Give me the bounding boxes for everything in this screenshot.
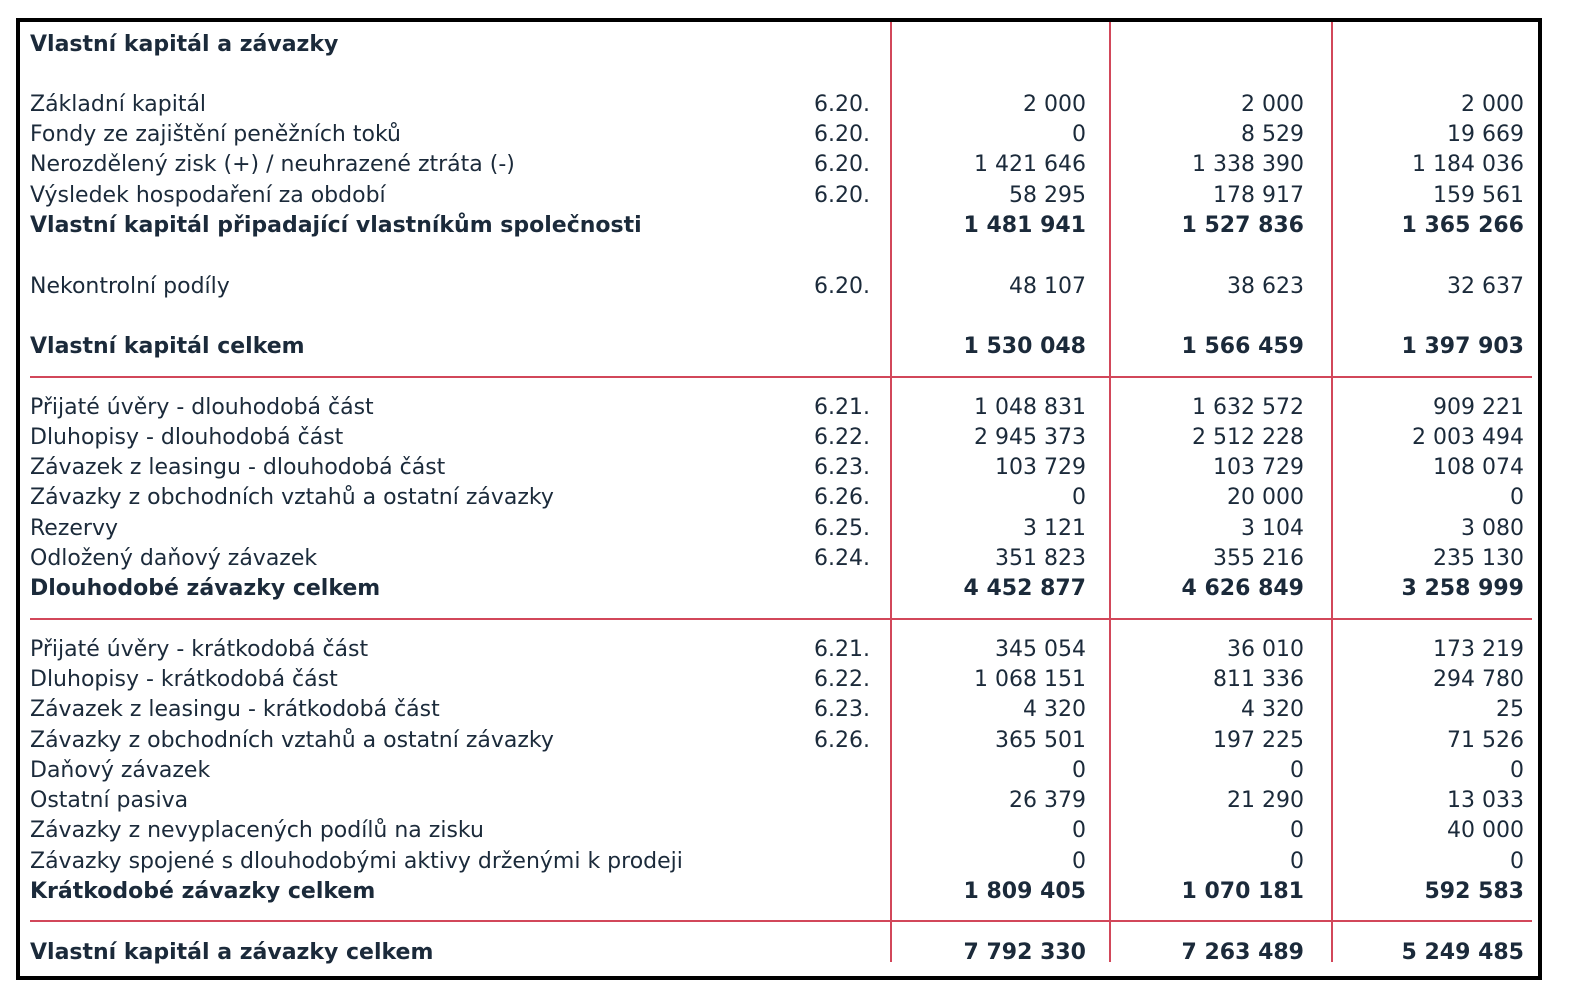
row-note-ref: 6.20.: [814, 274, 870, 299]
row-value-col2: 0: [1290, 818, 1304, 843]
table-row: [20, 120, 1538, 150]
row-value-col2: 1 632 572: [1192, 395, 1304, 420]
row-label: Rezervy: [30, 516, 118, 541]
row-value-col3: 13 033: [1447, 788, 1524, 813]
row-value-col2: 1 566 459: [1181, 334, 1304, 359]
row-value-col2: 197 225: [1213, 728, 1304, 753]
row-label: Fondy ze zajištění peněžních toků: [30, 122, 401, 147]
row-value-col1: 4 452 877: [963, 576, 1086, 601]
row-note-ref: 6.23.: [814, 455, 870, 480]
table-row-total: [20, 332, 1538, 362]
row-note-ref: 6.24.: [814, 546, 870, 571]
table-row: [20, 786, 1538, 816]
row-value-col1: 365 501: [995, 728, 1086, 753]
row-value-col2: 2 000: [1241, 92, 1304, 117]
row-value-col2: 21 290: [1227, 788, 1304, 813]
row-value-col2: 1 527 836: [1181, 213, 1304, 238]
table-row-total: [20, 938, 1538, 968]
row-label: Závazky z obchodních vztahů a ostatní závazky: [30, 728, 554, 753]
table-row: [20, 181, 1538, 211]
table-row-total: [20, 211, 1538, 241]
row-value-col1: 1 481 941: [963, 213, 1086, 238]
row-label: Nerozdělený zisk (+) / neuhrazené ztráta (-): [30, 152, 515, 177]
row-note-ref: 6.26.: [814, 485, 870, 510]
row-value-col3: 32 637: [1447, 274, 1524, 299]
row-value-col3: 0: [1510, 758, 1524, 783]
row-value-col2: 8 529: [1241, 122, 1304, 147]
row-value-col3: 71 526: [1447, 728, 1524, 753]
table-row: [20, 393, 1538, 423]
row-label: Dluhopisy - dlouhodobá část: [30, 425, 344, 450]
table-row-total: [20, 877, 1538, 907]
balance-sheet-table: [16, 18, 1542, 980]
row-note-ref: 6.26.: [814, 728, 870, 753]
row-value-col1: 58 295: [1009, 183, 1086, 208]
row-note-ref: 6.22.: [814, 667, 870, 692]
row-value-col1: 1 068 151: [974, 667, 1086, 692]
section-rule-2: [30, 618, 1532, 620]
row-value-col1: 4 320: [1023, 697, 1086, 722]
table-row: [20, 544, 1538, 574]
row-value-col2: 36 010: [1227, 637, 1304, 662]
row-value-col3: 19 669: [1447, 122, 1524, 147]
table-row: [20, 453, 1538, 483]
row-value-col3: 1 365 266: [1401, 213, 1524, 238]
row-value-col2: 178 917: [1213, 183, 1304, 208]
row-value-col3: 173 219: [1433, 637, 1524, 662]
table-row: [20, 847, 1538, 877]
row-value-col1: 345 054: [995, 637, 1086, 662]
table-row: [20, 483, 1538, 513]
row-label: Dluhopisy - krátkodobá část: [30, 667, 338, 692]
row-value-col1: 0: [1072, 485, 1086, 510]
row-value-col3: 0: [1510, 485, 1524, 510]
row-value-col2: 3 104: [1241, 516, 1304, 541]
row-value-col3: 159 561: [1433, 183, 1524, 208]
row-value-col1: 0: [1072, 818, 1086, 843]
row-value-col2: 7 263 489: [1181, 940, 1304, 965]
row-value-col1: 48 107: [1009, 274, 1086, 299]
row-value-col3: 40 000: [1447, 818, 1524, 843]
table-row: [20, 423, 1538, 453]
row-value-col1: 1 421 646: [974, 152, 1086, 177]
row-value-col1: 0: [1072, 122, 1086, 147]
row-note-ref: 6.21.: [814, 637, 870, 662]
table-row: [20, 90, 1538, 120]
row-note-ref: 6.20.: [814, 183, 870, 208]
row-label: Výsledek hospodaření za období: [30, 183, 386, 208]
row-value-col3: 3 080: [1461, 516, 1524, 541]
row-note-ref: 6.25.: [814, 516, 870, 541]
row-value-col3: 2 003 494: [1412, 425, 1524, 450]
table-row: [20, 150, 1538, 180]
row-value-col3: 1 184 036: [1412, 152, 1524, 177]
table-row-total: [20, 574, 1538, 604]
row-label: Závazek z leasingu - dlouhodobá část: [30, 455, 446, 480]
row-note-ref: 6.20.: [814, 152, 870, 177]
row-label: Nekontrolní podíly: [30, 274, 230, 299]
row-note-ref: 6.20.: [814, 122, 870, 147]
row-value-col1: 26 379: [1009, 788, 1086, 813]
row-value-col3: 294 780: [1433, 667, 1524, 692]
row-value-col2: 103 729: [1213, 455, 1304, 480]
row-label: Odložený daňový závazek: [30, 546, 318, 571]
row-value-col2: 355 216: [1213, 546, 1304, 571]
row-value-col1: 0: [1072, 849, 1086, 874]
row-value-col3: 3 258 999: [1401, 576, 1524, 601]
row-value-col1: 0: [1072, 758, 1086, 783]
row-value-col2: 0: [1290, 849, 1304, 874]
row-label: Přijaté úvěry - dlouhodobá část: [30, 395, 374, 420]
row-value-col3: 1 397 903: [1401, 334, 1524, 359]
row-value-col3: 909 221: [1433, 395, 1524, 420]
row-value-col1: 3 121: [1023, 516, 1086, 541]
row-note-ref: 6.21.: [814, 395, 870, 420]
row-value-col2: 811 336: [1213, 667, 1304, 692]
table-row: [20, 756, 1538, 786]
row-label: Dlouhodobé závazky celkem: [30, 576, 381, 601]
row-value-col1: 351 823: [995, 546, 1086, 571]
row-value-col3: 235 130: [1433, 546, 1524, 571]
row-note-ref: 6.22.: [814, 425, 870, 450]
table-row: [20, 695, 1538, 725]
row-value-col1: 2 000: [1023, 92, 1086, 117]
row-label: Vlastní kapitál a závazky celkem: [30, 940, 434, 965]
row-value-col1: 103 729: [995, 455, 1086, 480]
row-value-col2: 4 626 849: [1181, 576, 1304, 601]
table-row: [20, 816, 1538, 846]
row-label: Závazky z obchodních vztahů a ostatní závazky: [30, 485, 554, 510]
table-row: [20, 726, 1538, 756]
row-value-col1: 1 809 405: [963, 879, 1086, 904]
row-note-ref: 6.23.: [814, 697, 870, 722]
row-value-col3: 108 074: [1433, 455, 1524, 480]
row-value-col2: 0: [1290, 758, 1304, 783]
row-value-col2: 1 338 390: [1192, 152, 1304, 177]
row-label: Ostatní pasiva: [30, 788, 189, 813]
section-rule-3: [30, 920, 1532, 922]
row-label: Krátkodobé závazky celkem: [30, 879, 376, 904]
row-value-col1: 1 530 048: [963, 334, 1086, 359]
table-title: Vlastní kapitál a závazky: [30, 32, 339, 57]
row-label: Závazek z leasingu - krátkodobá část: [30, 697, 440, 722]
row-label: Přijaté úvěry - krátkodobá část: [30, 637, 369, 662]
row-value-col2: 4 320: [1241, 697, 1304, 722]
row-value-col2: 38 623: [1227, 274, 1304, 299]
row-value-col3: 5 249 485: [1401, 940, 1524, 965]
row-value-col1: 1 048 831: [974, 395, 1086, 420]
row-note-ref: 6.20.: [814, 92, 870, 117]
table-row: [20, 514, 1538, 544]
row-label: Vlastní kapitál připadající vlastníkům společnosti: [30, 213, 642, 238]
row-value-col1: 2 945 373: [974, 425, 1086, 450]
table-row: [20, 665, 1538, 695]
row-value-col1: 7 792 330: [963, 940, 1086, 965]
row-label: Závazky z nevyplacených podílů na zisku: [30, 818, 484, 843]
table-row: [20, 635, 1538, 665]
table-row: [20, 272, 1538, 302]
row-value-col2: 1 070 181: [1181, 879, 1304, 904]
row-label: Vlastní kapitál celkem: [30, 334, 305, 359]
row-value-col3: 25: [1496, 697, 1524, 722]
row-value-col3: 592 583: [1424, 879, 1524, 904]
row-label: Základní kapitál: [30, 92, 207, 117]
section-rule-1: [30, 376, 1532, 378]
row-value-col2: 2 512 228: [1192, 425, 1304, 450]
row-value-col2: 20 000: [1227, 485, 1304, 510]
row-value-col3: 0: [1510, 849, 1524, 874]
row-value-col3: 2 000: [1461, 92, 1524, 117]
row-label: Závazky spojené s dlouhodobými aktivy drženými k prodeji: [30, 849, 683, 874]
row-label: Daňový závazek: [30, 758, 211, 783]
